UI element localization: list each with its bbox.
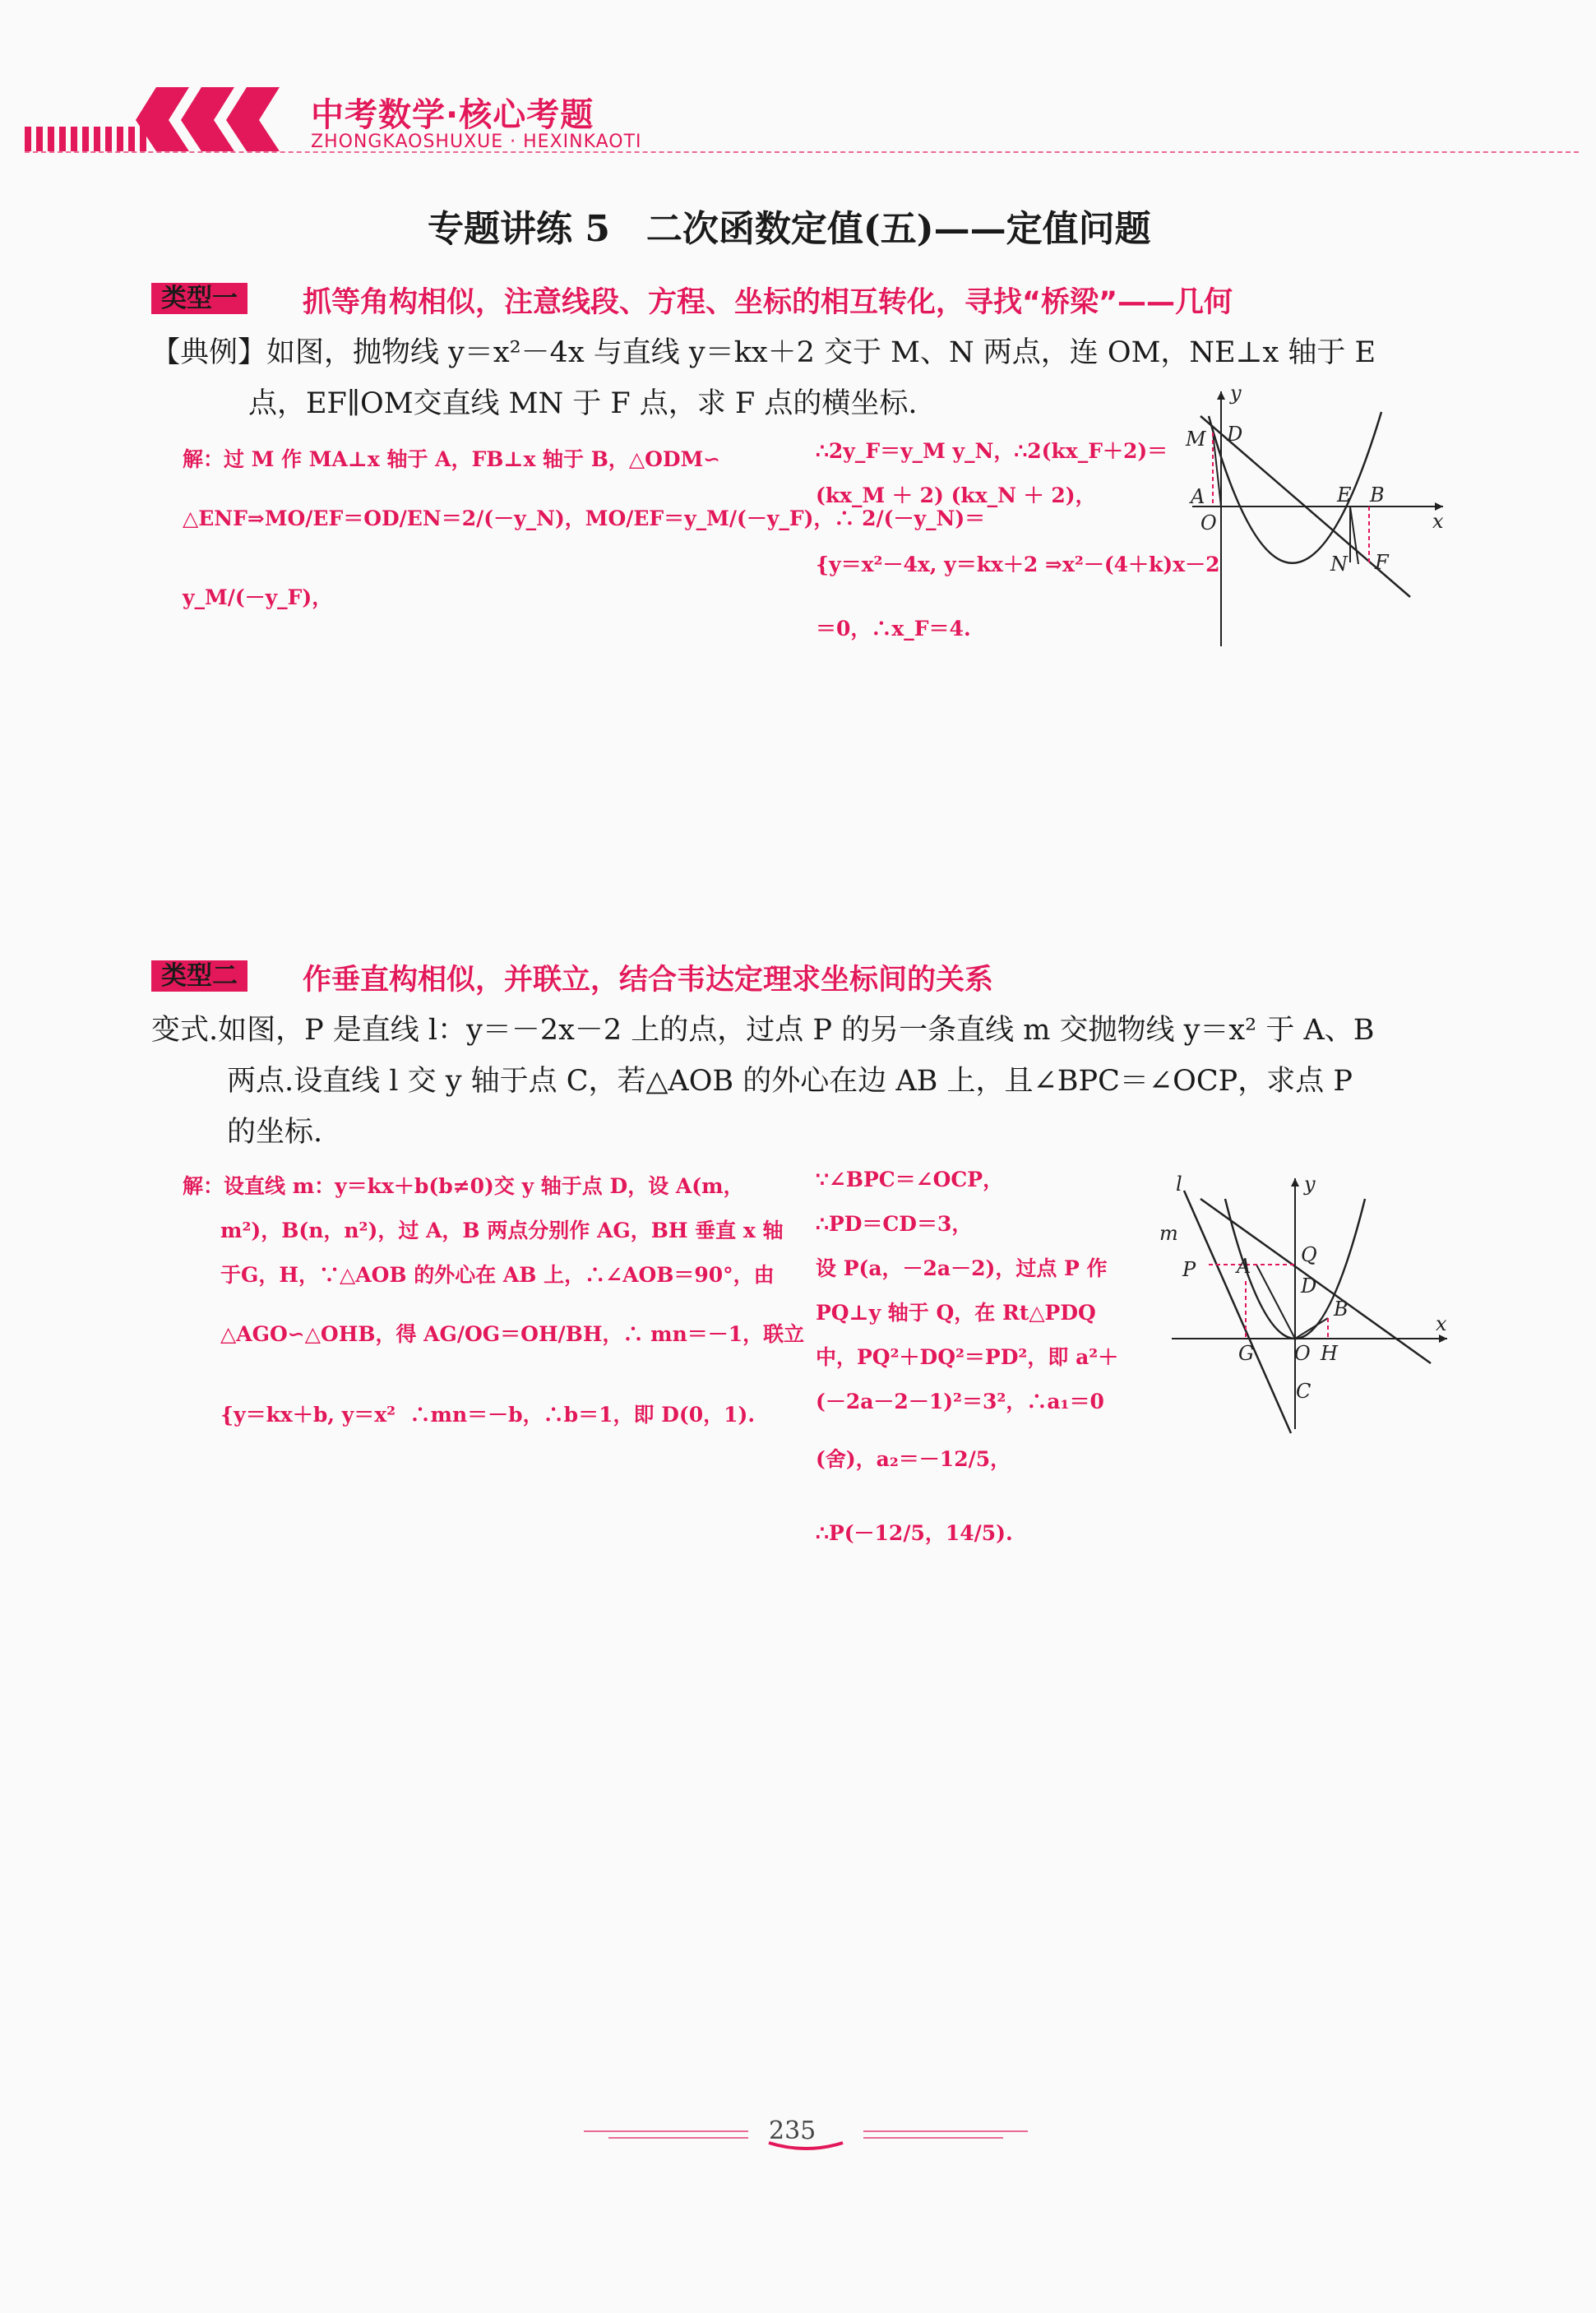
type2-heading: 作垂直构相似，并联立，结合韦达定理求坐标间的关系: [303, 964, 994, 997]
type2-solution-right-4: PQ⊥y 轴于 Q，在 Rt△PDQ: [816, 1301, 1096, 1325]
header-title-cn: 中考数学·核心考题: [311, 96, 594, 134]
type2-solution-left-4: △AGO∽△OHB，得 AG/OG＝OH/BH，∴ mn＝－1，联立: [220, 1322, 805, 1346]
type1-segment-EF: [1350, 507, 1358, 564]
type2-label-B: B: [1334, 1298, 1349, 1321]
type2-problem-line3: 的坐标.: [227, 1116, 323, 1149]
type2-label-P: P: [1182, 1258, 1196, 1281]
header-divider: [25, 151, 1579, 153]
type1-heading: 抓等角构相似，注意线段、方程、坐标的相互转化，寻找“桥梁”——几何: [303, 286, 1233, 319]
type2-solution-right-7: (舍)，a₂＝－12/5，: [816, 1447, 1011, 1471]
type2-label-m: m: [1159, 1222, 1178, 1245]
type2-problem-line2: 两点.设直线 l 交 y 轴于点 C，若△AOB 的外心在边 AB 上，且∠BPC＝∠OCP，求点 P: [227, 1065, 1353, 1098]
header-title-en: ZHONGKAOSHUXUE · HEXINKAOTI: [311, 132, 642, 152]
type2-solution-left-3: 于G，H，∵△AOB 的外心在 AB 上，∴∠AOB＝90°，由: [220, 1263, 775, 1287]
type2-label-A: A: [1237, 1255, 1251, 1278]
type2-solution-left-5: {y＝kx＋b, y＝x² ∴mn＝－b，∴b＝1，即 D(0，1).: [220, 1403, 756, 1427]
type2-label-H: H: [1321, 1342, 1338, 1365]
type1-label-F: F: [1375, 551, 1389, 574]
type2-solution-right-5: 中，PQ²＋DQ²＝PD²，即 a²＋: [816, 1345, 1119, 1369]
type1-solution-left-3: y_M/(－y_F)，: [183, 585, 333, 609]
type2-solution-right-2: ∴PD＝CD＝3，: [816, 1212, 973, 1236]
type2-solution-left-2: m²)，B(n，n²)，过 A，B 两点分别作 AG，BH 垂直 x 轴: [220, 1219, 784, 1242]
type2-figure: [1159, 1166, 1455, 1437]
type2-label-l: l: [1176, 1173, 1182, 1196]
type2-segment-OB: [1295, 1318, 1328, 1339]
type1-solution-left-2: △ENF⇒MO/EF＝OD/EN＝2/(－y_N)，MO/EF＝y_M/(－y_F)，∴ 2/(－y_N)＝: [183, 507, 986, 530]
type2-label-D: D: [1301, 1274, 1317, 1298]
type2-tag: 类型二: [151, 960, 247, 992]
type1-label-N: N: [1330, 553, 1348, 576]
page-header: [0, 0, 1596, 107]
type1-solution-left-1: 解：过 M 作 MA⊥x 轴于 A，FB⊥x 轴于 B，△ODM∽: [183, 447, 721, 471]
type1-tag: 类型一: [151, 283, 247, 314]
type1-label-A: A: [1191, 485, 1205, 508]
type2-solution-right-3: 设 P(a，－2a－2)，过点 P 作: [816, 1256, 1108, 1280]
type1-label-D: D: [1227, 423, 1243, 446]
type2-label-C: C: [1296, 1380, 1311, 1403]
type1-label-B: B: [1370, 483, 1385, 507]
type2-problem-line1: 变式.如图，P 是直线 l：y＝－2x－2 上的点，过点 P 的另一条直线 m 交抛物线 y＝x² 于 A、B: [151, 1014, 1375, 1047]
type1-problem-line2: 点，EF∥OM交直线 MN 于 F 点，求 F 点的横坐标.: [248, 387, 918, 420]
type2-solution-right-6: (－2a－2－1)²＝3²，∴a₁＝0: [816, 1390, 1104, 1413]
type2-label-Q: Q: [1301, 1243, 1317, 1266]
type1-figure: [1168, 383, 1447, 655]
section-title: 专题讲练 5 二次函数定值(五)——定值问题: [428, 208, 1151, 250]
type2-label-O: O: [1294, 1342, 1311, 1365]
type1-label-M: M: [1186, 428, 1206, 451]
type1-label-x: x: [1432, 510, 1444, 533]
type1-solution-right-3: {y＝x²－4x, y＝kx＋2 ⇒x²－(4＋k)x－2: [816, 553, 1220, 576]
type1-label-y: y: [1230, 383, 1242, 405]
header-chevrons-icon: [25, 79, 304, 153]
type2-solution-right-1: ∵∠BPC＝∠OCP，: [816, 1168, 1004, 1191]
page-number: 235: [769, 2116, 817, 2145]
type1-solution-right-1: ∴2y_F＝y_M y_N，∴2(kx_F＋2)＝: [816, 439, 1168, 463]
type1-problem-line1: 【典例】如图，抛物线 y＝x²－4x 与直线 y＝kx＋2 交于 M、N 两点，连 OM，NE⊥x 轴于 E: [151, 336, 1376, 369]
type1-solution-right-4: ＝0，∴x_F＝4.: [816, 617, 971, 641]
type1-label-E: E: [1337, 483, 1352, 507]
type2-label-x: x: [1436, 1312, 1447, 1335]
type2-solution-left-1: 解：设直线 m：y＝kx＋b(b≠0)交 y 轴于点 D，设 A(m，: [183, 1174, 744, 1198]
type2-solution-right-8: ∴P(－12/5，14/5).: [816, 1521, 1013, 1545]
type2-line-l: [1184, 1191, 1291, 1433]
type1-solution-right-2: (kx_M ＋ 2) (kx_N ＋ 2)，: [816, 483, 1096, 507]
type2-label-G: G: [1238, 1342, 1255, 1365]
type2-label-y: y: [1304, 1173, 1316, 1196]
type1-label-O: O: [1200, 511, 1217, 534]
